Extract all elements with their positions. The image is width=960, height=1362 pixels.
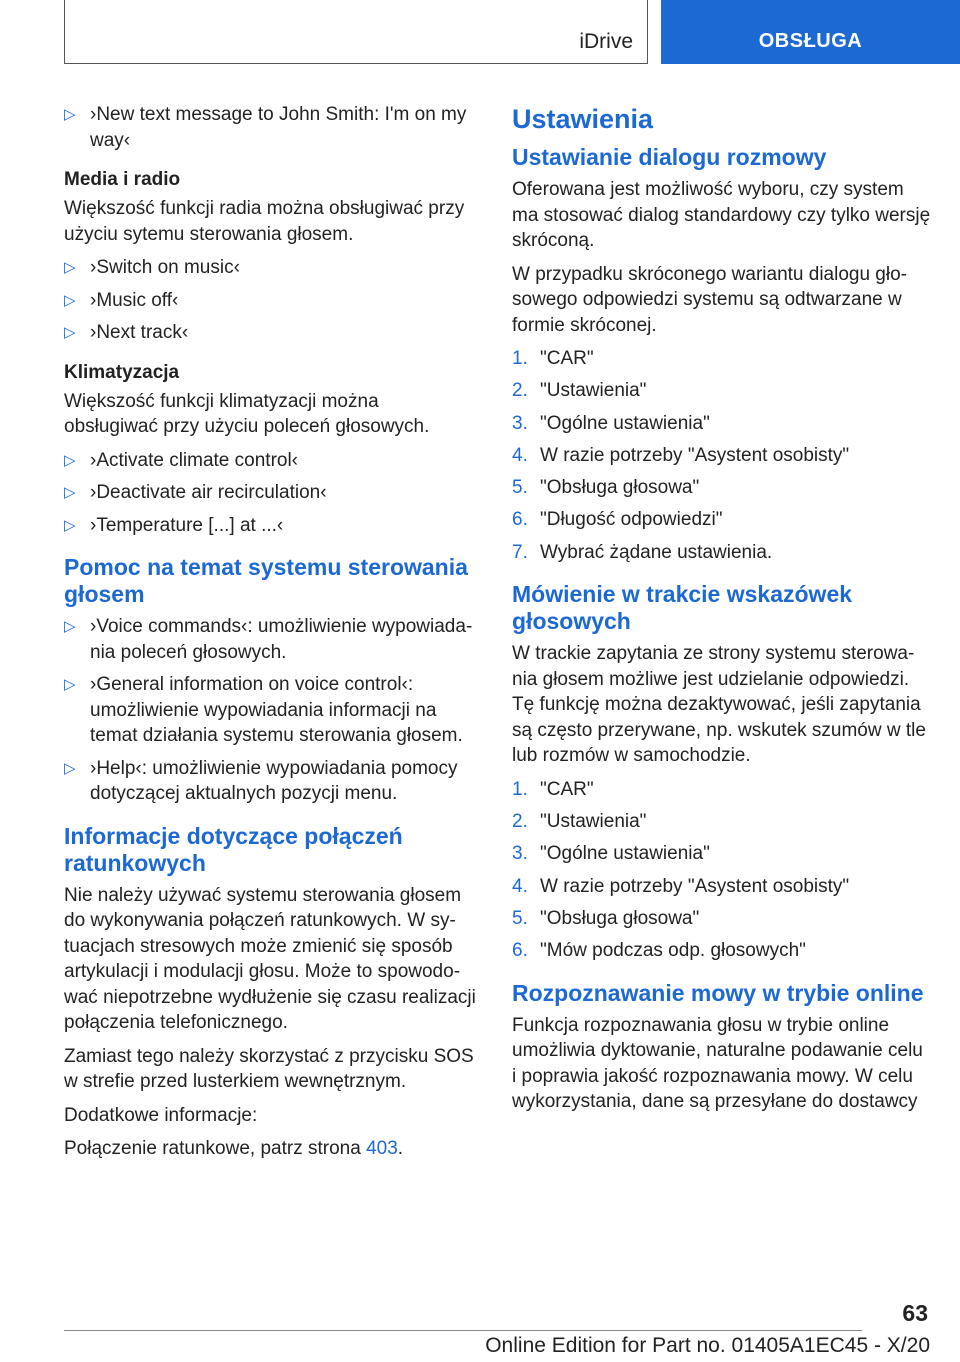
dialog-text-1: Oferowana jest możliwość wyboru, czy system ma stosować dialog standardowy czy tylko wersję skróconą. [512,179,931,251]
list-item: ▷ ›Activate climate control‹ [64,448,476,474]
triangle-bullet-icon: ▷ [64,259,76,276]
header-chapter-title: OBSŁUGA [758,30,863,52]
list-item: 3. "Ogólne ustawienia" [512,412,710,434]
triangle-bullet-icon: ▷ [64,618,76,635]
header-chapter-tab[interactable] [661,0,960,64]
climate-heading: Klimatyzacja [64,361,180,383]
help-heading: Pomoc na temat systemu sterowania głosem [64,554,468,607]
triangle-bullet-icon: ▷ [64,676,76,693]
media-heading: Media i radio [64,169,181,190]
list-item: ▷ ›Temperature [...] at ...‹ [64,513,476,539]
left-column [64,102,476,1170]
dialog-text-2: W przypadku skróconego wariantu dialogu głosowego odpowiedzi systemu są odtwarzane w formie skróconej. [512,263,907,336]
list-item: 6. "Długość odpowiedzi" [512,509,723,531]
emergency-text-3: Dodatkowe informacje: [64,1104,258,1126]
emergency-text-4: Połączenie ratunkowe, patrz strona 403. [64,1138,404,1159]
media-text: Większość funkcji radia można obsługiwać przy użyciu sytemu sterowania głosem. [64,198,465,245]
emergency-heading: Informacje dotyczące połączeń ratunkowych [64,822,403,876]
footer-divider [64,1330,862,1331]
triangle-bullet-icon: ▷ [64,324,76,341]
emergency-text-1: Nie należy używać systemu sterowania głosem do wykonywania połączeń ratunkowych. W sytuacjach stresowych może zmienić się sposób artykulacji i modulacji głosu. Może to spowodować niepotrzebne wydłużenie się czasu realizacji połączenia telefonicznego. [64,884,476,1033]
triangle-bullet-icon: ▷ [64,106,76,123]
footer-edition: Online Edition for Part no. 01405A1EC45 - X/20 [485,1334,930,1357]
list-item: 2. "Ustawienia" [512,811,647,833]
speaking-heading: Mówienie w trakcie wskazówek głosowych [512,581,853,635]
list-item: ▷ ›Deactivate air recirculation‹ [64,480,476,506]
media-commands-list [64,255,476,346]
dialog-heading: Ustawianie dialogu rozmowy [512,144,827,170]
dialog-steps-list [512,346,932,565]
help-commands-list [64,614,476,807]
list-item: ▷ ›Switch on music‹ [64,255,476,281]
list-item: ▷ ›General information on voice control‹: umożliwienie wypowiadania informacji na temat działania systemu sterowania głosem. [64,674,463,746]
list-item: 4. W razie potrzeby "Asystent osobisty" [512,875,850,897]
page-number: 63 [902,1300,928,1326]
speaking-text: W trackie zapytania ze strony systemu sterowania głosem możliwe jest udzielanie odpowiedzi. Tę funkcję można dezaktywować, jeśli zapytania są często przerywane, np. wskutek szumów w tle lub rozmów w samochodzie. [512,643,926,767]
list-item: ▷ ›Music off‹ [64,288,476,314]
list-item: 7. Wybrać żądane ustawienia. [512,541,773,563]
speaking-steps-list [512,777,932,964]
list-item: 3. "Ogólne ustawienia" [512,843,710,865]
list-item: 4. W razie potrzeby "Asystent osobisty" [512,444,850,466]
settings-title: Ustawienia [512,104,654,134]
online-text: Funkcja rozpoznawania głosu w trybie online umożliwia dyktowanie, naturalne podawanie celu i poprawia jakość rozpoznawania mowy. W celu wykorzystania, dane są przesyłane do dostawcy [512,1014,923,1113]
list-item: 1. "CAR" [512,778,594,800]
emergency-text-2: Zamiast tego należy skorzystać z przycisku SOS w strefie przed lusterkiem wewnętrznym. [64,1045,474,1092]
right-column [512,102,932,1123]
list-item: 5. "Obsługa głosowa" [512,477,700,499]
triangle-bullet-icon: ▷ [64,759,76,777]
triangle-bullet-icon: ▷ [64,451,76,469]
header-section-box [64,0,648,64]
online-heading: Rozpoznawanie mowy w trybie online [512,979,924,1006]
list-item: 6. "Mów podczas odp. głosowych" [512,940,806,962]
header-section-title: iDrive [579,30,633,53]
climate-commands-list [64,448,476,539]
list-item: 2. "Ustawienia" [512,380,647,402]
bullet-list-top [64,102,476,153]
list-item: ▷ ›New text message to John Smith: I'm on my way‹ [64,104,467,151]
triangle-bullet-icon: ▷ [64,291,76,309]
climate-text: Większość funkcji klimatyzacji można obsługiwać przy użyciu poleceń głosowych. [64,390,430,437]
list-item: 5. "Obsługa głosowa" [512,907,700,929]
list-item: ▷ ›Next track‹ [64,320,476,346]
triangle-bullet-icon: ▷ [64,484,76,501]
list-item: ▷ ›Voice commands‹: umożliwienie wypowiadania poleceń głosowych. [64,616,473,663]
page-reference-link[interactable]: 403 [366,1138,398,1159]
list-item: ▷ ›Help‹: umożliwienie wypowiadania pomocy dotyczącej aktualnych pozycji menu. [64,757,458,804]
triangle-bullet-icon: ▷ [64,516,76,534]
list-item: 1. "CAR" [512,348,594,369]
